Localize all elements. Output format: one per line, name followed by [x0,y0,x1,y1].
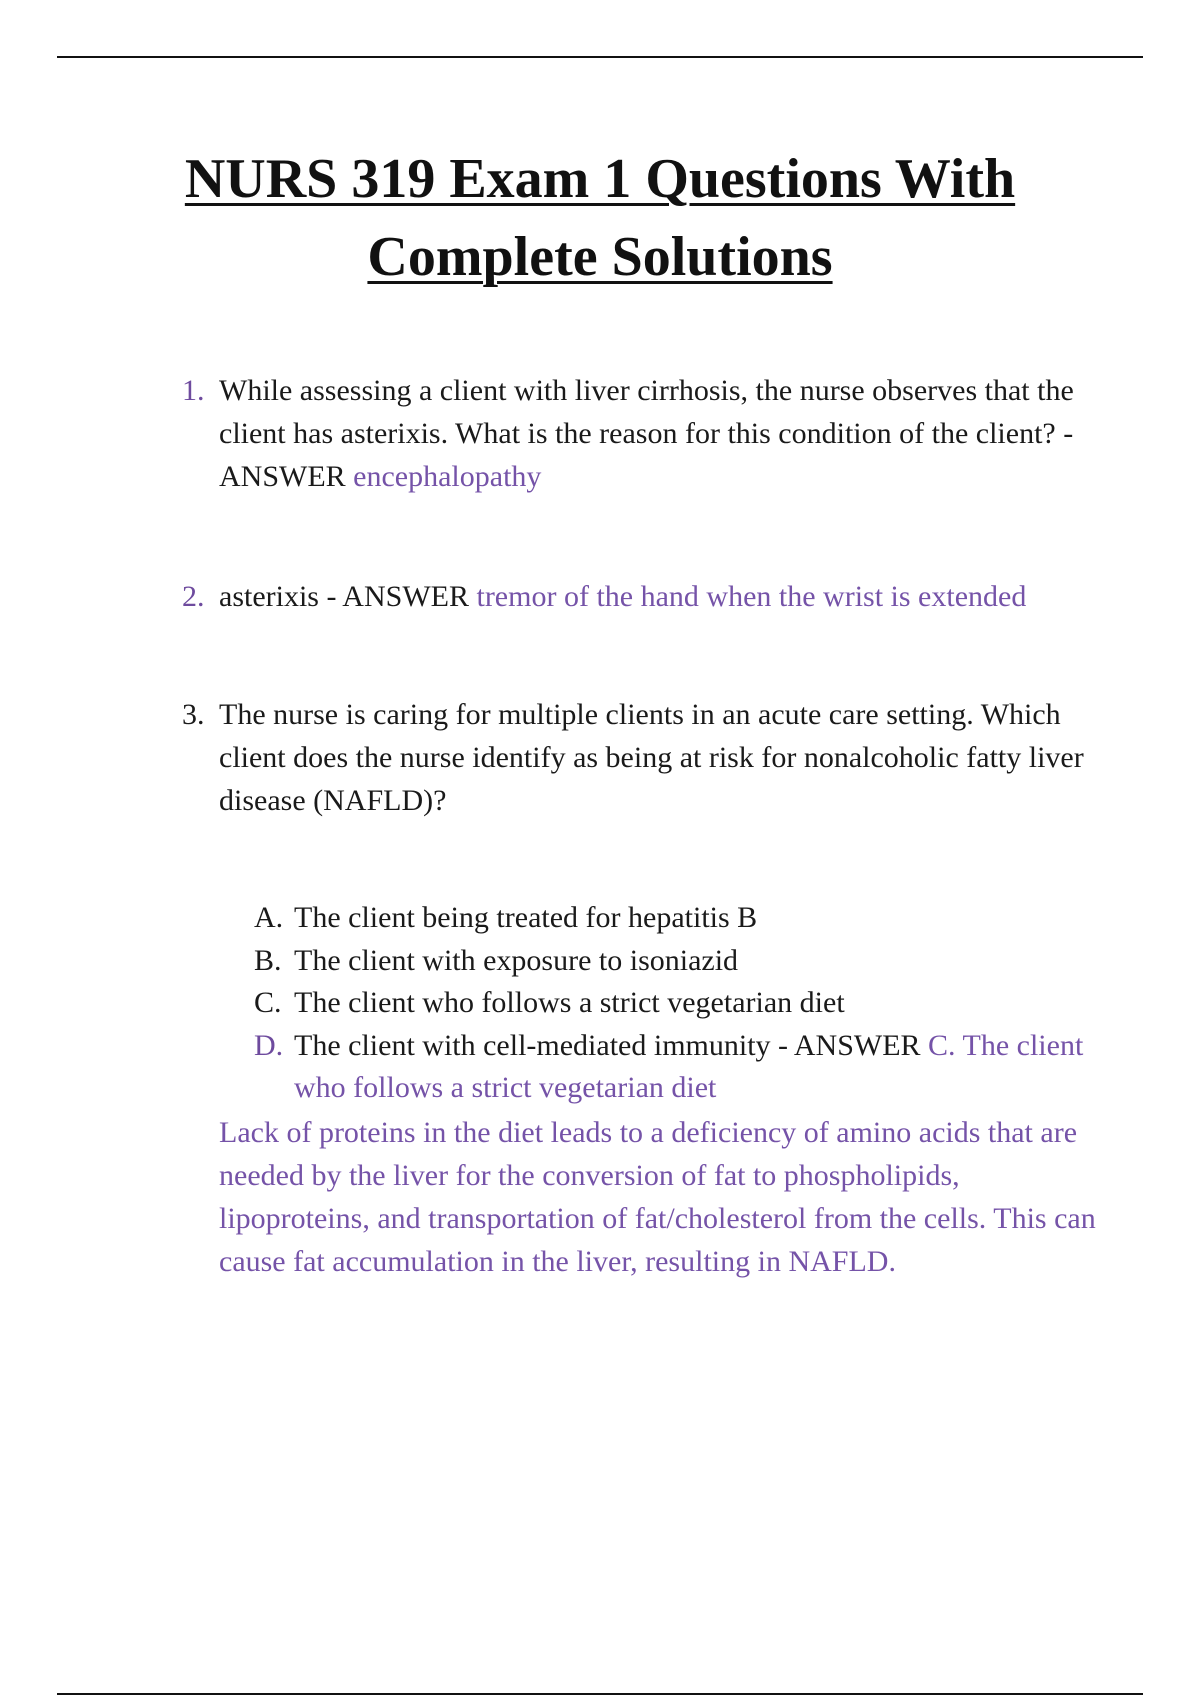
question-2 [182,575,1102,618]
question-number: 2. [182,580,205,613]
question-number: 1. [182,374,205,407]
option-text: The client with exposure to isoniazid [294,943,739,977]
header-rule [57,56,1143,58]
answer-options [254,897,1114,1110]
option-letter: A. [254,901,284,934]
answer-text: encephalopathy [353,460,542,493]
question-text: The nurse is caring for multiple clients in an acute care setting. Which client does the nurse identify as being at risk for nonalcoholic fatty liver disease (NAFLD)? [219,698,1084,817]
footer-rule [57,1693,1143,1695]
option-letter: C. [254,986,282,1019]
title-line-2: Complete Solutions [367,226,833,288]
option-a [254,897,1114,940]
option-d [254,1025,1114,1110]
question-1 [182,369,1102,498]
question-3 [182,693,1102,822]
option-text: The client with cell-mediated immunity - ANSWER [294,1028,921,1062]
question-body [219,369,1102,498]
option-letter: B. [254,943,282,977]
question-text: While assessing a client with liver cirrhosis, the nurse observes that the client has asterixis. What is the reason for this condition of the client? - ANSWER [219,374,1074,493]
answer-rationale: Lack of proteins in the diet leads to a deficiency of amino acids that are needed by the liver for the conversion of fat to phospholipids, lipoproteins, and transportation of fat/cholesterol from the cells. This can cause fat accumulation in the liver, resulting in NAFLD. [219,1116,1096,1278]
question-number: 3. [182,698,205,731]
option-text: The client who follows a strict vegetarian diet [294,986,845,1019]
option-b [254,940,1114,983]
document-title [0,140,1200,296]
title-line-1: NURS 319 Exam 1 Questions With [184,148,1016,210]
option-text: The client being treated for hepatitis B [294,901,758,934]
answer-text: tremor of the hand when the wrist is extended [476,580,1027,613]
option-c [254,982,1114,1025]
question-body [219,575,1102,618]
question-text: asterixis - ANSWER [219,580,469,613]
answer-text: C. The client who follows a strict vegetarian diet [294,1028,1084,1104]
option-letter: D. [254,1028,284,1062]
question-body [219,693,1102,822]
